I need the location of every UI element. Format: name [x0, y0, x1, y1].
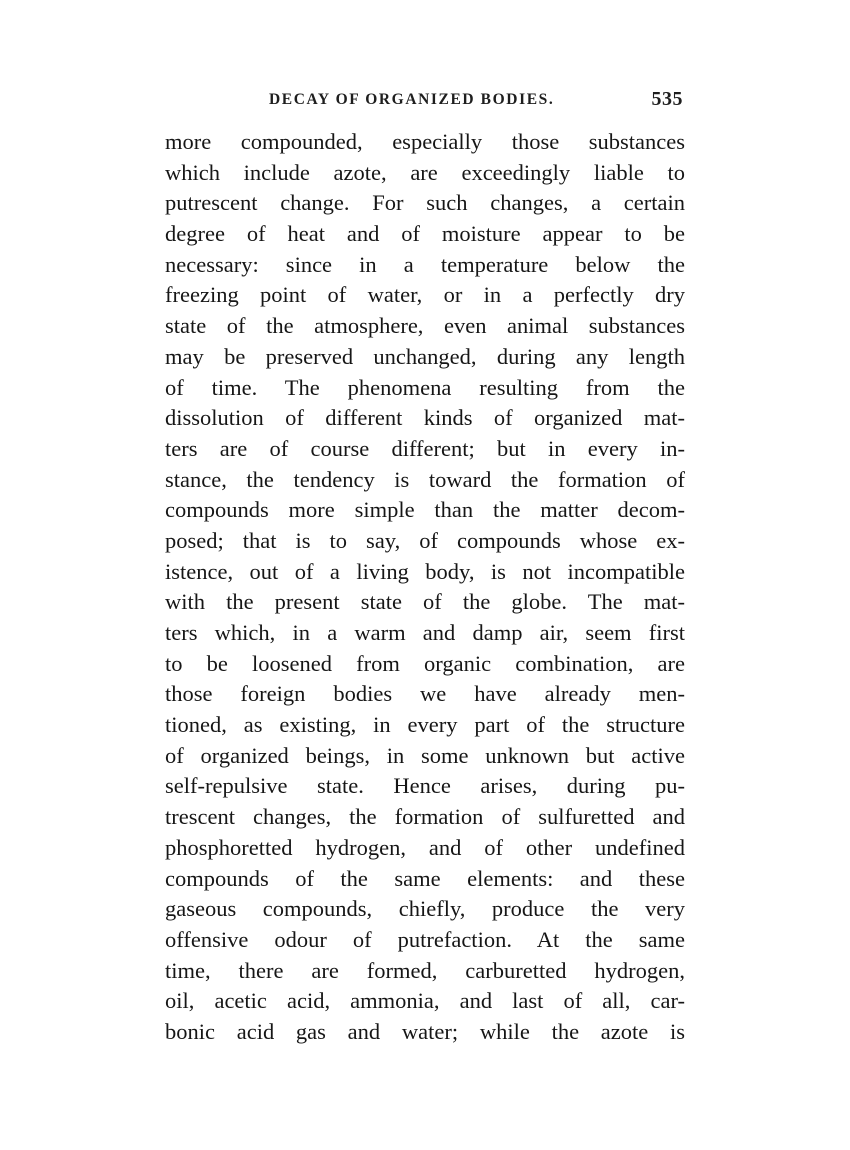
text-line: putrescent change. For such changes, a certain: [165, 190, 685, 216]
text-line: ters which, in a warm and damp air, seem first: [165, 620, 685, 645]
text-line: gaseous compounds, chiefly, produce the very: [165, 896, 685, 922]
text-line: of organized beings, in some unknown but active: [165, 742, 685, 768]
text-line: compounds of the same elements: and these: [165, 865, 685, 891]
text-line: necessary: since in a temperature below the: [165, 251, 685, 277]
text-line: trescent changes, the formation of sulfuretted and: [165, 804, 685, 830]
text-line: oil, acetic acid, ammonia, and last of all, car-: [165, 988, 685, 1014]
text-line: phosphoretted hydrogen, and of other undefined: [165, 834, 685, 860]
text-line: compounds more simple than the matter decom-: [165, 497, 685, 523]
text-line: istence, out of a living body, is not incompatible: [165, 558, 685, 584]
text-line: self-repulsive state. Hence arises, during pu-: [165, 773, 685, 799]
text-line: posed; that is to say, of compounds whose ex-: [165, 527, 685, 553]
text-line: of time. The phenomena resulting from the: [165, 374, 685, 400]
text-line: to be loosened from organic combination, are: [165, 650, 685, 676]
text-line: may be preserved unchanged, during any length: [165, 343, 685, 369]
text-line: with the present state of the globe. The mat-: [165, 589, 685, 615]
running-head: [165, 88, 685, 118]
text-line: dissolution of different kinds of organized mat-: [165, 405, 685, 431]
running-head-title: DECAY OF ORGANIZED BODIES.: [269, 91, 555, 108]
text-line: freezing point of water, or in a perfectly dry: [165, 282, 685, 308]
text-line: time, there are formed, carburetted hydrogen,: [165, 957, 685, 983]
text-line: those foreign bodies we have already men-: [165, 681, 685, 707]
text-line: which include azote, are exceedingly liable to: [165, 159, 685, 185]
text-line: bonic acid gas and water; while the azote is: [165, 1018, 685, 1044]
text-line: degree of heat and of moisture appear to be: [165, 221, 685, 247]
text-line: stance, the tendency is toward the formation of: [165, 466, 685, 492]
page-number: 535: [651, 88, 683, 110]
text-line: state of the atmosphere, even animal substances: [165, 313, 685, 339]
text-line: ters are of course different; but in every in-: [165, 435, 685, 461]
text-line: offensive odour of putrefaction. At the same: [165, 926, 685, 952]
body-paragraph: [165, 127, 685, 1048]
text-line: tioned, as existing, in every part of the structure: [165, 712, 685, 738]
text-line: more compounded, especially those substances: [165, 129, 685, 154]
